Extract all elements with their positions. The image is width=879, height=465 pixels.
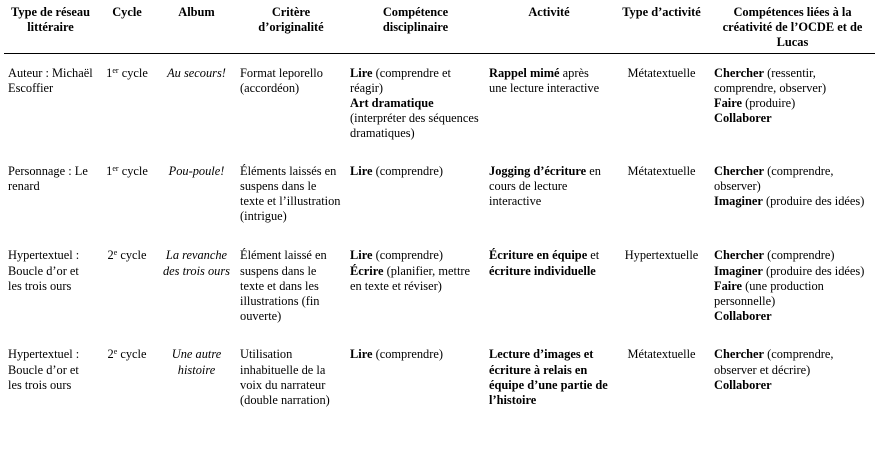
cell-competence [346, 339, 485, 412]
cell-competence [346, 156, 485, 241]
cell-reseau: Auteur : Michaël Escoffier [8, 65, 93, 95]
header-cycle: Cycle [97, 4, 157, 53]
competence-item: Lire (comprendre) [350, 347, 444, 362]
cell-cycle [97, 156, 157, 241]
cycle-word: cycle [117, 248, 147, 263]
ocde-item: Faire (produire) [714, 96, 796, 111]
ocde-item: Imaginer (produire des idées) [714, 194, 865, 209]
cell-competence [346, 53, 485, 156]
cycle-number: 1 [106, 65, 113, 80]
cell-ocde [710, 339, 875, 412]
cell-type: Métatextuelle [627, 65, 696, 80]
cell-album: Pou-poule! [168, 163, 225, 178]
table-row [4, 53, 875, 156]
cell-cycle [97, 339, 157, 412]
header-competence: Compétence disciplinaire [346, 4, 485, 53]
ocde-item: Collaborer [714, 309, 772, 324]
cell-reseau: Personnage : Le renard [8, 163, 88, 193]
cell-album: La revanche des trois ours [162, 248, 230, 278]
cycle-number: 2 [107, 248, 114, 263]
cycle-superscript: er [112, 163, 119, 173]
ocde-item: Chercher (comprendre) [714, 248, 835, 263]
competence-item: Lire (comprendre et réagir) [350, 65, 451, 95]
cell-ocde [710, 53, 875, 156]
cycle-superscript: er [112, 65, 119, 75]
ocde-item: Imaginer (produire des idées) [714, 263, 865, 278]
header-activite: Activité [485, 4, 613, 53]
header-album: Album [157, 4, 236, 53]
cell-type: Métatextuelle [627, 163, 696, 178]
cell-critere: Élément laissé en suspens dans le texte et dans les illustrations (fin ouverte) [240, 248, 327, 324]
cycle-superscript: e [113, 347, 118, 357]
cell-activite: Jogging d’écriture en cours de lecture interactive [489, 163, 601, 209]
cell-activite: Écriture en équipe et écriture individuelle [489, 248, 600, 278]
header-reseau: Type de réseau littéraire [4, 4, 97, 53]
table-row [4, 240, 875, 339]
ocde-item: Chercher (comprendre, observer et décrire) [714, 347, 834, 377]
cell-critere: Éléments laissés en suspens dans le texte et l’illustration (intrigue) [240, 163, 341, 224]
cell-type: Métatextuelle [627, 347, 696, 362]
competence-item: Écrire (planifier, mettre en texte et réviser) [350, 263, 471, 293]
cell-type: Hypertextuelle [624, 248, 699, 263]
cell-competence [346, 240, 485, 339]
table-row [4, 339, 875, 412]
cycle-number: 1 [106, 163, 113, 178]
cell-reseau: Hypertextuel : Boucle d’or et les trois ours [8, 347, 80, 392]
cell-cycle [97, 53, 157, 156]
competence-item: Art dramatique (interpréter des séquences dramatiques) [350, 96, 479, 141]
competence-item: Lire (comprendre) [350, 248, 444, 263]
table-row [4, 156, 875, 241]
cell-ocde [710, 156, 875, 241]
header-row [4, 4, 875, 53]
cycle-number: 2 [107, 347, 114, 362]
cell-activite: Lecture d’images et écriture à relais en équipe d’une partie de l’histoire [489, 347, 608, 408]
reseaux-table [4, 4, 875, 412]
header-type: Type d’activité [613, 4, 710, 53]
cell-critere: Format leporello (accordéon) [240, 65, 323, 95]
ocde-item: Chercher (ressentir, comprendre, observer) [714, 65, 827, 95]
ocde-item: Faire (une production personnelle) [714, 278, 824, 309]
ocde-item: Chercher (comprendre, observer) [714, 163, 834, 193]
cell-critere: Utilisation inhabituelle de la voix du narrateur (double narration) [240, 347, 330, 408]
cycle-word: cycle [118, 65, 148, 80]
cycle-word: cycle [117, 347, 147, 362]
header-critere: Critère d’originalité [236, 4, 346, 53]
cell-album: Au secours! [167, 65, 226, 80]
ocde-item: Collaborer [714, 377, 772, 392]
cell-cycle [97, 240, 157, 339]
cell-album: Une autre histoire [171, 347, 222, 377]
cell-activite: Rappel mimé après une lecture interactive [489, 65, 600, 95]
competence-item: Lire (comprendre) [350, 163, 444, 178]
cycle-word: cycle [118, 163, 148, 178]
cell-reseau: Hypertextuel : Boucle d’or et les trois ours [8, 248, 80, 293]
header-ocde: Compétences liées à la créativité de l’OCDE et de Lucas [710, 4, 875, 53]
cell-ocde [710, 240, 875, 339]
cycle-superscript: e [113, 248, 118, 258]
ocde-item: Collaborer [714, 111, 772, 126]
